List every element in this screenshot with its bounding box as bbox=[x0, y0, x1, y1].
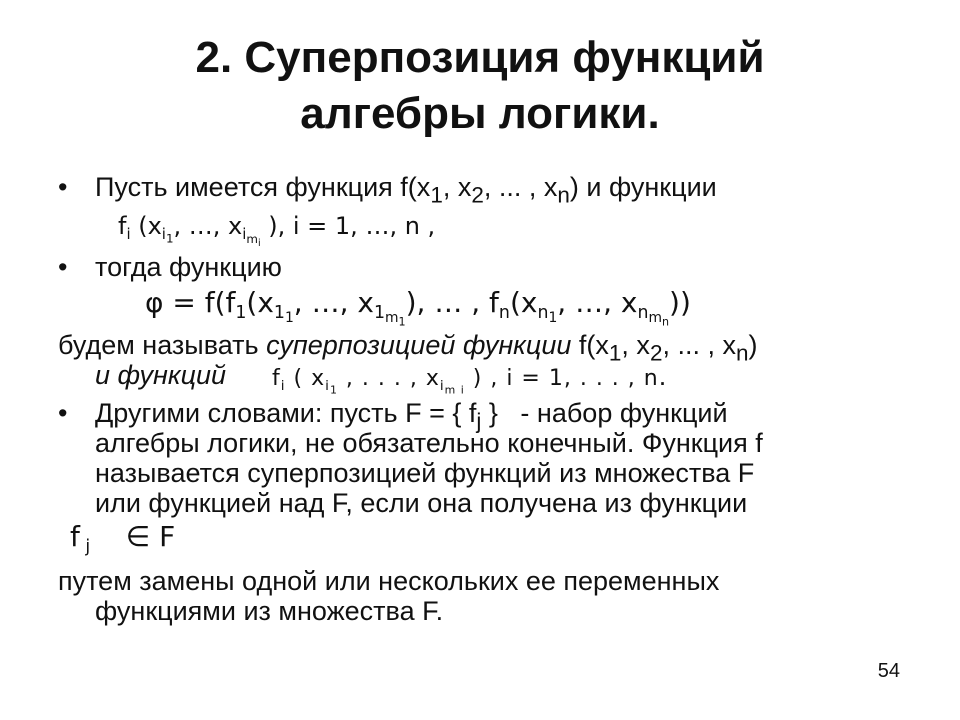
para3-line-1: путем замены одной или нескольких ее переменных bbox=[58, 566, 720, 596]
bullet-1: • bbox=[58, 172, 68, 202]
line-3: будем называть суперпозицией функции $f(x_1$, $x_2$, ... , $x_n$) bbox=[58, 330, 758, 366]
para2-line-2: алгебры логики, не обязательно конечный. Функция f bbox=[95, 428, 763, 458]
bullet-3: • bbox=[58, 398, 68, 428]
line-4: и функций bbox=[95, 360, 227, 390]
para2-line-4: или функцией над F, если она получена из функции bbox=[95, 488, 748, 518]
line-2: тогда функцию bbox=[95, 252, 282, 282]
slide-title bbox=[0, 30, 960, 142]
title-line-2: алгебры логики. bbox=[300, 89, 660, 138]
formula-fi-inline: $f_i$ ( $x_{i_1}$ , . . . , $x_{i_{m i}}$ ) , i = 1, . . . , n. bbox=[272, 361, 668, 397]
line-1: Пусть имеется функция $f(x_1$, $x_2$, ... , $x_n$) и функции bbox=[95, 172, 717, 208]
formula-fj-in-F: f $_j$ ∈ F bbox=[70, 520, 176, 558]
page-number: 54 bbox=[877, 660, 900, 682]
para2-line-1: Другими словами: пусть F = { $f_j$ } - набор функций bbox=[95, 398, 728, 434]
para3-line-2: функциями из множества F. bbox=[95, 596, 444, 626]
para2-line-3: называется суперпозицией функций из множества F bbox=[95, 458, 755, 488]
title-line-1: 2. Суперпозиция функций bbox=[195, 33, 765, 82]
bullet-2: • bbox=[58, 252, 68, 282]
formula-fi-definition: $f_i$ ($x_{i_1}$, …, $x_{i_{m_i}}$ ), i = 1, …, n , bbox=[118, 212, 436, 249]
formula-superposition: $\varphi = f(f_1(x_{1_1}$, …, $x_{1_{m_1}}$), … , $f_n(x_{n_1}$, …, $x_{n_{m_n}}$)) bbox=[145, 286, 691, 329]
